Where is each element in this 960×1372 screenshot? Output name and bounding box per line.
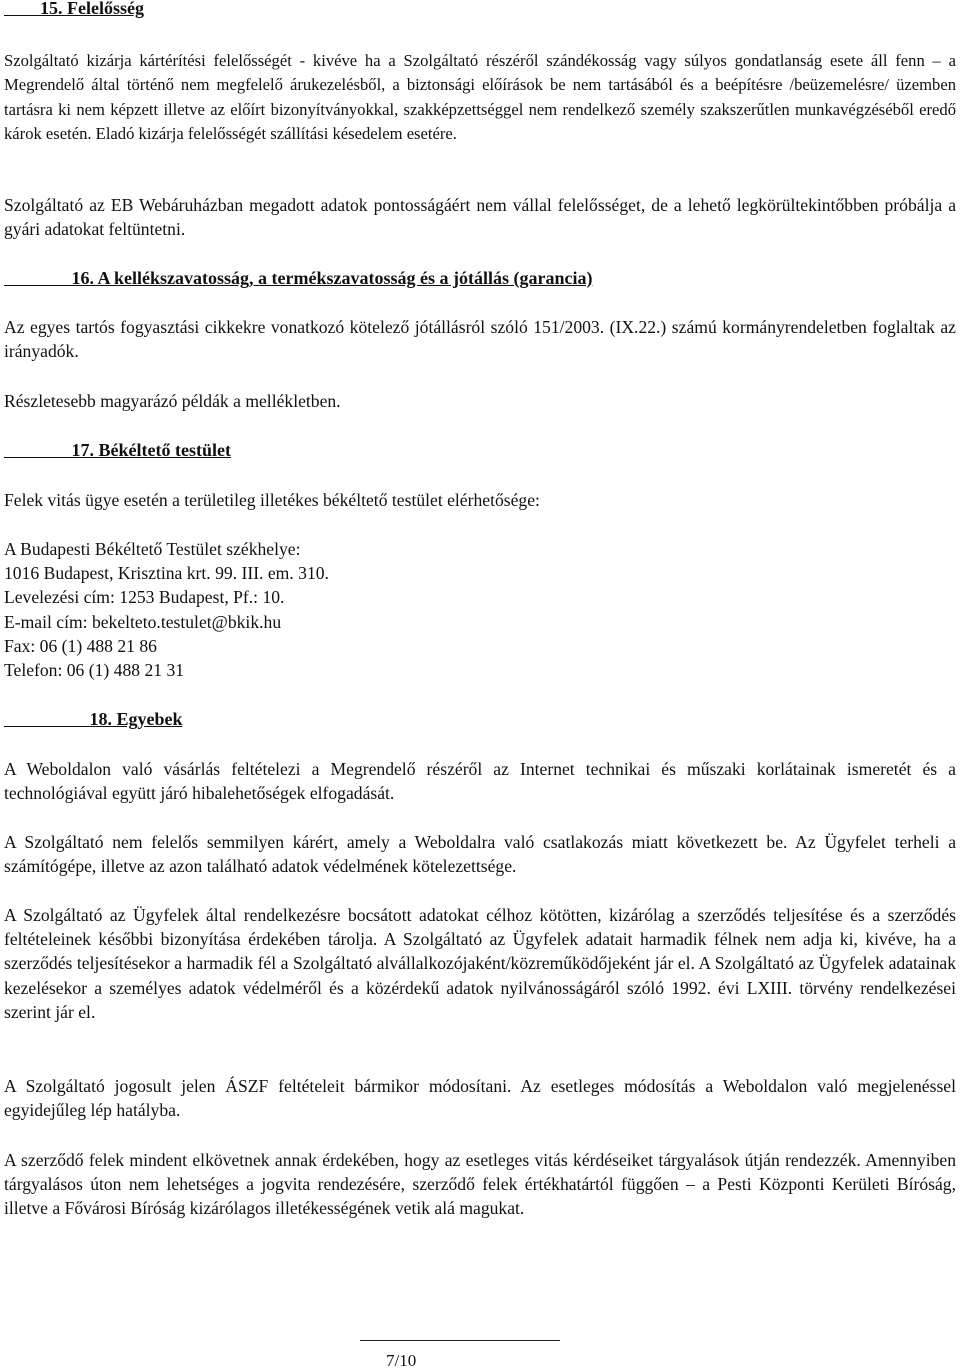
address-line-fax: Fax: 06 (1) 488 21 86	[4, 635, 157, 656]
section-18-paragraph-4: A Szolgáltató jogosult jelen ÁSZF feltételeit bármikor módosítani. Az esetleges módosítás a Weboldalon való megjelenéssel egyidejűleg lép hatályba.	[4, 1076, 956, 1121]
footer-divider	[360, 1340, 560, 1341]
page-number: 7/10	[386, 1351, 417, 1370]
section-15-heading: 15. Felelősség	[40, 0, 144, 18]
section-15-paragraph-2: Szolgáltató az EB Webáruházban megadott adatok pontosságáért nem vállal felelősséget, de a lehető legkörültekintőbben próbálja a gyári adatokat feltüntetni.	[4, 195, 956, 240]
section-17-heading: 17. Békéltető testület	[71, 440, 231, 460]
section-18-paragraph-3: A Szolgáltató az Ügyfelek által rendelkezésre bocsátott adatokat célhoz kötötten, kizárólag a szerződés teljesítése és a szerződés feltételeinek későbbi bizonyítása érdekében tárolja. A Szolgáltató az Ügyfelek adatait harmadik félnek nem adja ki, kivéve, ha a szerződés teljesítésekor a harmadik fél a Szolgáltató alvállalkozójaként/közreműködőjeként jár el. A Szolgáltató az Ügyfelek adatainak kezelésekor a személyes adatok védelméről és a közérdekű adatok nyilvánosságáról szóló 1992. évi LXIII. törvény rendelkezései szerint jár el.	[4, 905, 956, 1022]
address-line-email: E-mail cím: bekelteto.testulet@bkik.hu	[4, 611, 282, 632]
section-16-paragraph-1: Az egyes tartós fogyasztási cikkekre vonatkozó kötelező jótállásról szóló 151/2003. (IX.22.) számú kormányrendeletben foglaltak az irányadók.	[4, 317, 956, 362]
section-18-heading: 18. Egyebek	[89, 709, 183, 729]
section-18-paragraph-2: A Szolgáltató nem felelős semmilyen kárért, amely a Weboldalra való csatlakozás miatt következett be. Az Ügyfelet terheli a számítógépe, illetve az azon található adatok védelmének kötelezettsége.	[4, 832, 956, 877]
section-16-paragraph-2: Részletesebb magyarázó példák a mellékletben.	[4, 391, 341, 411]
section-15-paragraph-1: Szolgáltató kizárja kártérítési felelősségét - kivéve ha a Szolgáltató részéről szándékosság vagy súlyos gondatlanság esete áll fenn – a Megrendelő által történő nem megfelelő árukezelésből, a biztonsági előírások be nem tartásából és a beépítésre /beüzemelésre/ üzemben tartásra ki nem képzett illetve az előírt bizonyítványokkal, szakképzettséggel nem rendelkező személy szakszerűtlen munkavégzéséből eredő károk esetén. Eladó kizárja felelősségét szállítási késedelem esetére.	[4, 51, 956, 143]
address-line-postal: Levelezési cím: 1253 Budapest, Pf.: 10.	[4, 587, 285, 608]
address-line-title: A Budapesti Békéltető Testület székhelye:	[4, 539, 301, 559]
address-line-street: 1016 Budapest, Krisztina krt. 99. III. em. 310.	[4, 563, 329, 584]
section-16-heading: 16. A kellékszavatosság, a termékszavatosság és a jótállás (garancia)	[71, 268, 593, 288]
address-line-phone: Telefon: 06 (1) 488 21 31	[4, 660, 185, 681]
arbitration-address-block	[4, 537, 329, 682]
section-18-paragraph-1: A Weboldalon való vásárlás feltételezi a Megrendelő részéről az Internet technikai és műszaki korlátainak ismeretét és a technológiával együtt járó hibalehetőségek elfogadását.	[4, 759, 956, 804]
section-18-paragraph-5: A szerződő felek mindent elkövetnek annak érdekében, hogy az esetleges vitás kérdéseiket tárgyalások útján rendezzék. Amennyiben tárgyalásos úton nem lehetséges a jogvita rendezésére, szerződő felek értékhatártól függően – a Pesti Központi Kerületi Bíróság, illetve a Fővárosi Bíróság kizárólagos illetékességének vetik alá magukat.	[4, 1150, 956, 1219]
section-17-intro: Felek vitás ügye esetén a területileg illetékes békéltető testület elérhetősége:	[4, 490, 540, 510]
